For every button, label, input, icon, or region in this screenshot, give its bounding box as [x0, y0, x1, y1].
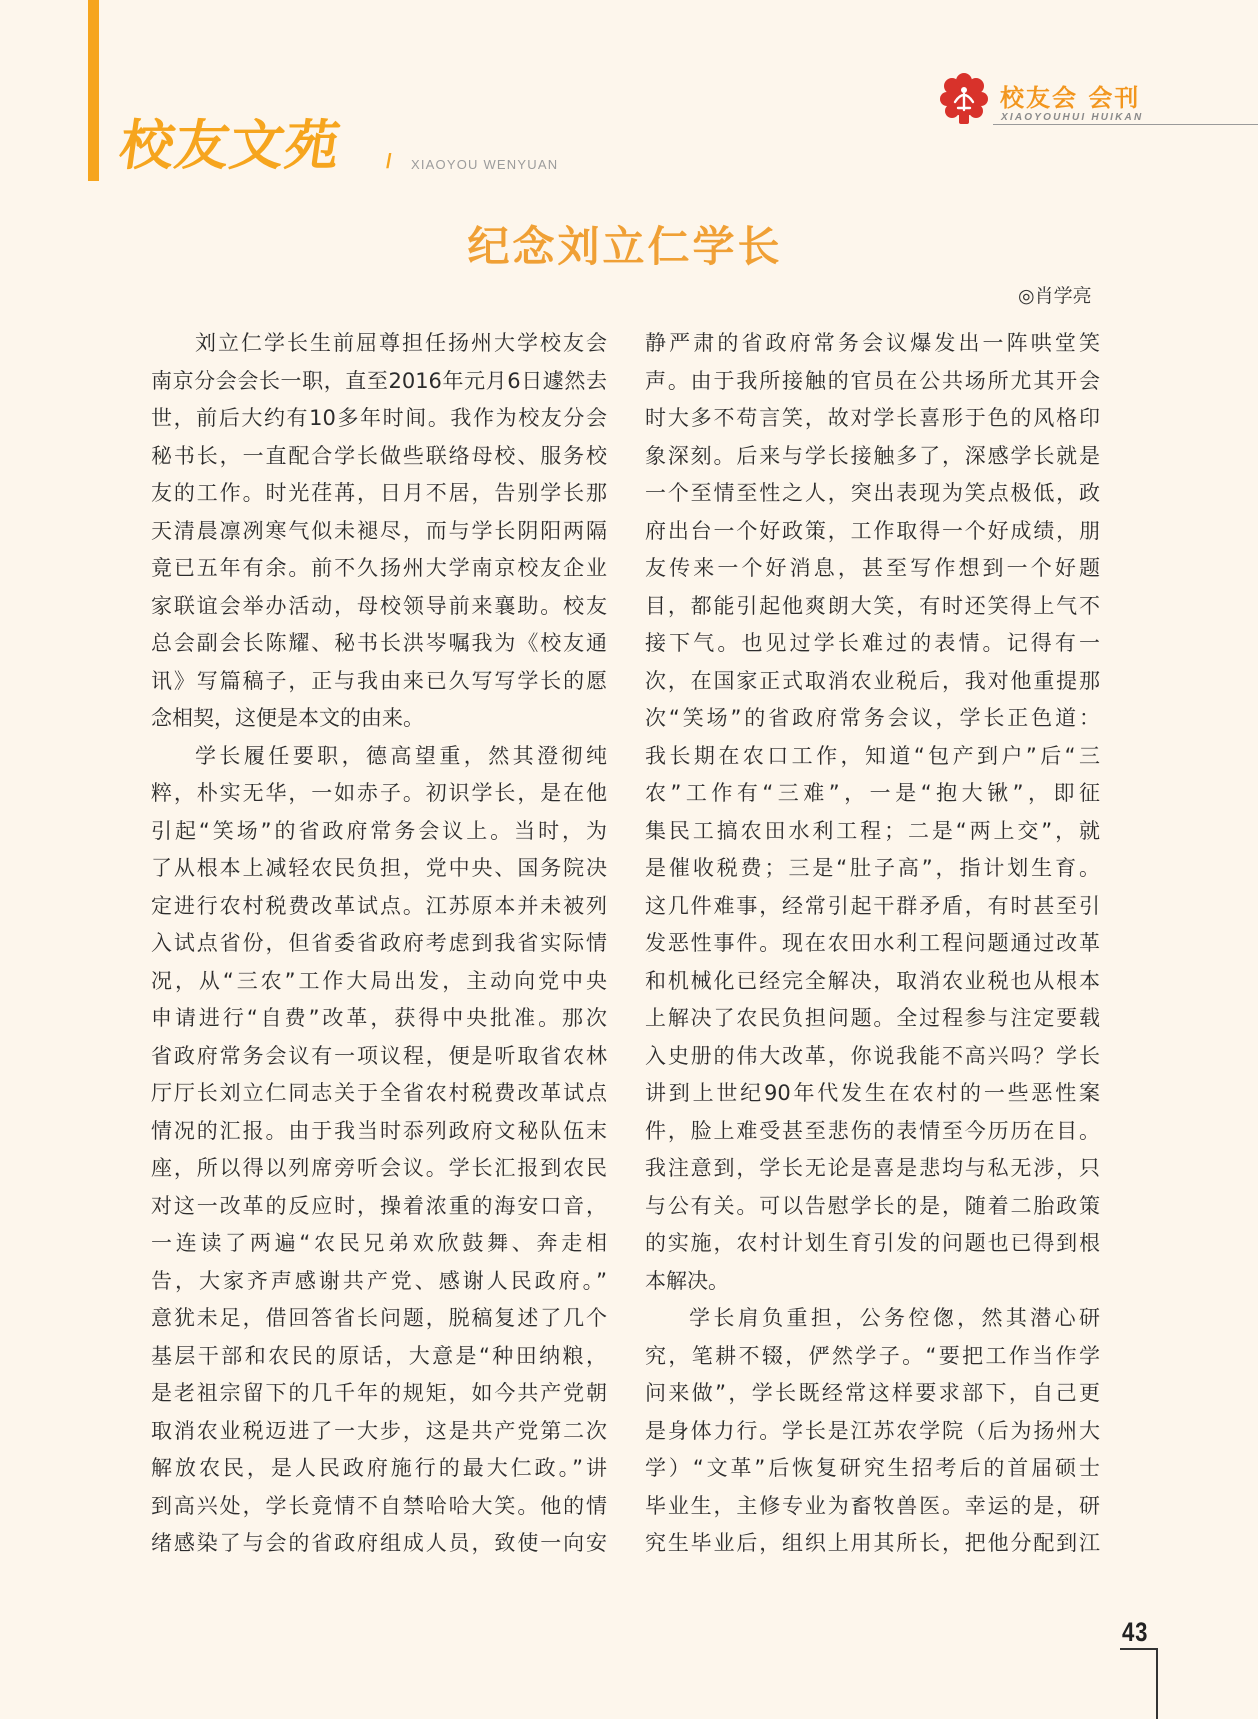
text-line: 问来做”，学长既经常这样要求部下，自己更 — [645, 1381, 1100, 1405]
text-line: 集民工搞农田水利工程；二是“两上交”，就 — [645, 818, 1100, 843]
article-author: ◎肖学亮 — [1018, 285, 1092, 307]
text-line: 接下气。也见过学长难过的表情。记得有一 — [645, 631, 1100, 655]
text-line: 件，脸上难受甚至悲伤的表情至今历历在目。 — [645, 1118, 1100, 1143]
text-column-right — [645, 325, 1100, 1563]
text-line: 一个至情至性之人，突出表现为笑点极低，政 — [645, 481, 1100, 505]
text-line: 引起“笑场”的省政府常务会议上。当时，为 — [151, 818, 607, 843]
section-title: 校友文苑 — [115, 114, 345, 177]
text-line: 对这一改革的反应时，操着浓重的海安口音， — [151, 1193, 607, 1218]
text-line: 学长肩负重担，公务倥偬，然其潜心研 — [689, 1306, 1100, 1330]
text-line: 次“笑场”的省政府常务会议，学长正色道： — [645, 706, 1100, 730]
page-edge-rule — [1156, 1648, 1158, 1719]
text-line: 座，所以得以列席旁听会议。学长汇报到农民 — [151, 1156, 607, 1180]
section-slash: / — [386, 151, 392, 173]
text-line: 静严肃的省政府常务会议爆发出一阵哄堂笑 — [645, 331, 1100, 355]
article-title: 纪念刘立仁学长 — [467, 222, 783, 271]
masthead-rule — [993, 124, 1258, 125]
text-line: 和机械化已经完全解决，取消农业税也从根本 — [645, 968, 1100, 993]
text-line: 我注意到，学长无论是喜是悲均与私无涉，只 — [645, 1156, 1100, 1180]
text-line: 解放农民，是人民政府施行的最大仁政。”讲 — [151, 1456, 607, 1480]
text-line: 刘立仁学长生前屈尊担任扬州大学校友会 — [195, 331, 607, 355]
text-line: 究，笔耕不辍，俨然学子。“要把工作当作学 — [645, 1343, 1100, 1368]
text-line: 讲到上世纪90年代发生在农村的一些恶性案 — [645, 1081, 1100, 1105]
paragraph — [151, 738, 607, 1563]
text-line: 目，都能引起他爽朗大笑，有时还笑得上气不 — [645, 593, 1100, 618]
paragraph — [645, 1300, 1100, 1563]
text-line: 基层干部和农民的原话，大意是“种田纳粮， — [151, 1343, 607, 1368]
text-line: 友传来一个好消息，甚至写作想到一个好题 — [645, 556, 1100, 580]
text-line: 学长履任要职，德高望重，然其澄彻纯 — [195, 743, 607, 768]
text-line: 一连读了两遍“农民兄弟欢欣鼓舞、奔走相 — [151, 1231, 607, 1255]
text-line: 取消农业税迈进了一大步，这是共产党第二次 — [151, 1418, 607, 1443]
text-line: 这几件难事，经常引起干群矛盾，有时甚至引 — [645, 893, 1100, 918]
text-line: 天清晨凛冽寒气似未褪尽，而与学长阴阳两隔 — [151, 518, 607, 543]
text-line: 粹，朴实无华，一如赤子。初识学长，是在他 — [151, 781, 607, 805]
section-accent-bar — [88, 0, 99, 181]
text-line: 情况的汇报。由于我当时忝列政府文秘队伍末 — [151, 1118, 607, 1143]
text-line: 声。由于我所接触的官员在公共场所尤其开会 — [645, 368, 1100, 393]
text-line: 申请进行“自费”改革，获得中央批准。那次 — [151, 1006, 607, 1030]
text-line: 次，在国家正式取消农业税后，我对他重提那 — [645, 668, 1100, 693]
text-line: 与公有关。可以告慰学长的是，随着二胎政策 — [645, 1193, 1100, 1218]
paragraph — [151, 325, 607, 738]
text-line: 了从根本上减轻农民负担，党中央、国务院决 — [151, 856, 607, 880]
text-line: 是身体力行。学长是江苏农学院（后为扬州大 — [645, 1418, 1100, 1443]
text-line: 府出台一个好政策，工作取得一个好成绩，朋 — [645, 518, 1100, 543]
text-column-left — [151, 325, 607, 1563]
text-line: 上解决了农民负担问题。全过程参与注定要载 — [645, 1006, 1100, 1030]
text-line: 发恶性事件。现在农田水利工程问题通过改革 — [645, 931, 1100, 955]
text-line: 定进行农村税费改革试点。江苏原本并未被列 — [151, 893, 607, 918]
text-line: 我长期在农口工作，知道“包产到户”后“三 — [645, 743, 1100, 768]
text-line: 况，从“三农”工作大局出发，主动向党中央 — [151, 968, 607, 993]
text-line: 厅厅长刘立仁同志关于全省农村税费改革试点 — [151, 1081, 607, 1105]
text-line: 省政府常务会议有一项议程，便是听取省农林 — [151, 1043, 607, 1068]
text-line: 竟已五年有余。前不久扬州大学南京校友企业 — [151, 556, 607, 580]
text-line: 时大多不苟言笑，故对学长喜形于色的风格印 — [645, 406, 1100, 430]
text-line: 象深刻。后来与学长接触多了，深感学长就是 — [645, 443, 1100, 468]
text-line: 是老祖宗留下的几千年的规矩，如今共产党朝 — [151, 1381, 607, 1405]
text-line: 到高兴处，学长竟情不自禁哈哈大笑。他的情 — [151, 1493, 607, 1518]
text-line: 绪感染了与会的省政府组成人员，致使一向安 — [151, 1531, 607, 1555]
paragraph — [645, 325, 1100, 1300]
masthead-title: 校友会 会刊 — [1000, 84, 1141, 112]
text-line: 意犹未足，借回答省长问题，脱稿复述了几个 — [151, 1306, 607, 1330]
text-line: 念相契，这便是本文的由来。 — [151, 706, 424, 730]
text-line: 南京分会会长一职，直至2016年元月6日遽然去 — [151, 368, 607, 393]
masthead-subtitle: XIAOYOUHUI HUIKAN — [1001, 112, 1144, 123]
text-line: 秘书长，一直配合学长做些联络母校、服务校 — [151, 443, 607, 468]
text-line: 的实施，农村计划生育引发的问题也已得到根 — [645, 1231, 1100, 1255]
text-line: 农”工作有“三难”，一是“抱大锹”，即征 — [645, 781, 1100, 805]
text-line: 究生毕业后，组织上用其所长，把他分配到江 — [645, 1531, 1100, 1555]
section-subtitle: XIAOYOU WENYUAN — [411, 157, 559, 172]
text-line: 毕业生，主修专业为畜牧兽医。幸运的是，研 — [645, 1493, 1100, 1518]
text-line: 总会副会长陈耀、秘书长洪岑嘱我为《校友通 — [151, 631, 607, 655]
text-line: 入试点省份，但省委省政府考虑到我省实际情 — [151, 931, 607, 955]
text-line: 讯》写篇稿子，正与我由来已久写写学长的愿 — [151, 668, 607, 693]
page-number-rule — [1120, 1648, 1158, 1650]
text-line: 世，前后大约有10多年时间。我作为校友分会 — [151, 406, 607, 430]
text-line: 是催收税费；三是“肚子高”，指计划生育。 — [645, 856, 1100, 880]
text-line: 告，大家齐声感谢共产党、感谢人民政府。” — [151, 1268, 607, 1293]
page-number: 43 — [1122, 1617, 1149, 1647]
text-line: 本解决。 — [645, 1268, 729, 1293]
alumni-emblem-icon — [938, 72, 990, 126]
text-line: 友的工作。时光荏苒，日月不居，告别学长那 — [151, 481, 607, 505]
text-line: 家联谊会举办活动，母校领导前来襄助。校友 — [151, 593, 607, 618]
text-line: 学）“文革”后恢复研究生招考后的首届硕士 — [645, 1456, 1100, 1480]
text-line: 入史册的伟大改革，你说我能不高兴吗？学长 — [645, 1043, 1100, 1068]
